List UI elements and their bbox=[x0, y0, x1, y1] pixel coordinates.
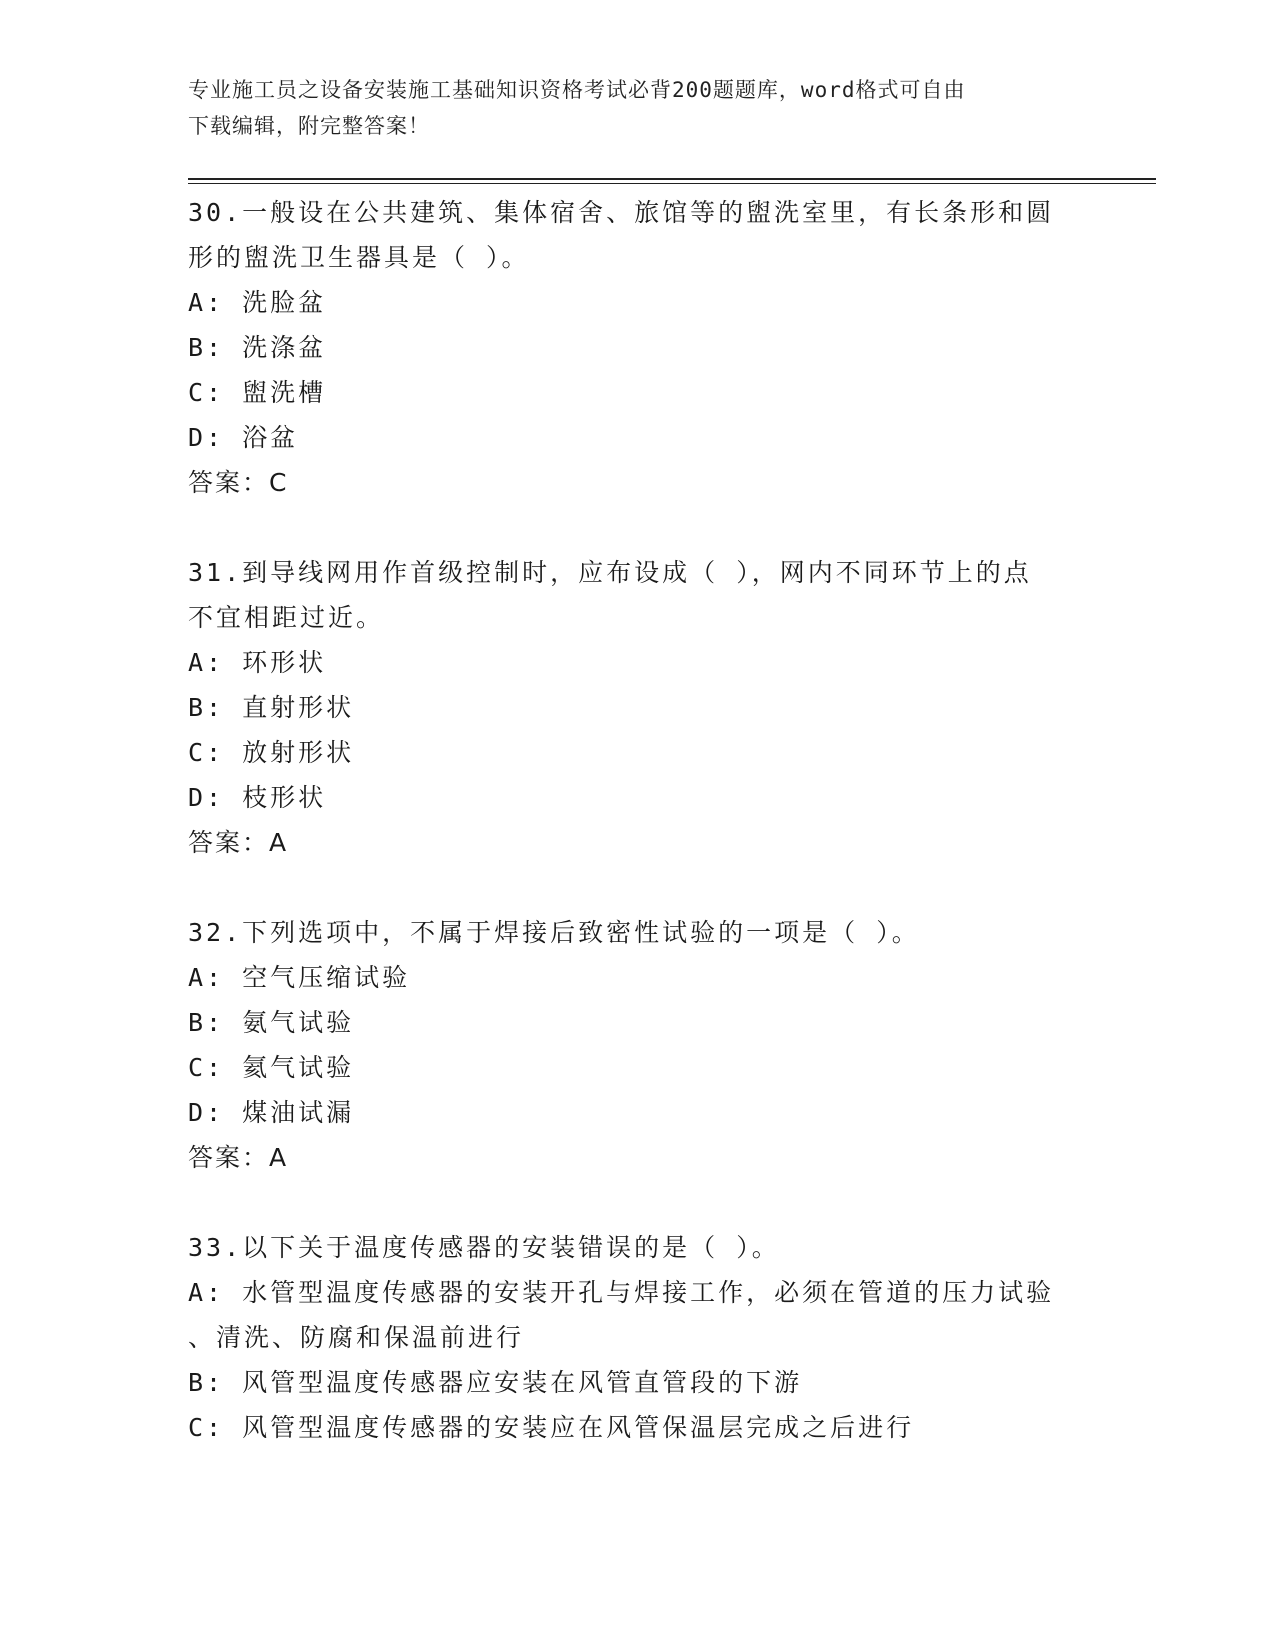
option-d: D: 枝形状 bbox=[188, 783, 327, 812]
option-a: A: 空气压缩试验 bbox=[188, 963, 411, 992]
option-c: C: 氦气试验 bbox=[188, 1053, 355, 1082]
question-33 bbox=[188, 1225, 1088, 1450]
option-a: A: 环形状 bbox=[188, 648, 327, 677]
header-divider-thick bbox=[188, 178, 1156, 180]
question-stem: 31.到导线网用作首级控制时，应布设成（ ），网内不同环节上的点 bbox=[188, 558, 1032, 587]
option-b: B: 风管型温度传感器应安装在风管直管段的下游 bbox=[188, 1368, 803, 1397]
document-header bbox=[188, 72, 1068, 144]
option-d: D: 浴盆 bbox=[188, 423, 299, 452]
option-c: C: 放射形状 bbox=[188, 738, 355, 767]
option-a-continued: 、清洗、防腐和保温前进行 bbox=[188, 1323, 525, 1352]
option-c: C: 盥洗槽 bbox=[188, 378, 327, 407]
option-a: A: 水管型温度传感器的安装开孔与焊接工作，必须在管道的压力试验 bbox=[188, 1278, 1055, 1307]
question-30 bbox=[188, 190, 1088, 505]
header-line-1: 专业施工员之设备安装施工基础知识资格考试必背200题题库，word格式可自由 bbox=[188, 78, 966, 102]
header-divider-thin bbox=[188, 183, 1156, 184]
question-31 bbox=[188, 550, 1088, 865]
option-b: B: 氨气试验 bbox=[188, 1008, 355, 1037]
option-a: A: 洗脸盆 bbox=[188, 288, 327, 317]
header-line-2: 下载编辑，附完整答案！ bbox=[188, 114, 430, 138]
answer-line: 答案：C bbox=[188, 468, 289, 497]
question-stem: 33.以下关于温度传感器的安装错误的是（ ）。 bbox=[188, 1233, 780, 1262]
option-b: B: 直射形状 bbox=[188, 693, 355, 722]
question-32 bbox=[188, 910, 1088, 1180]
answer-line: 答案：A bbox=[188, 1143, 289, 1172]
answer-line: 答案：A bbox=[188, 828, 289, 857]
option-c: C: 风管型温度传感器的安装应在风管保温层完成之后进行 bbox=[188, 1413, 915, 1442]
question-stem: 32.下列选项中，不属于焊接后致密性试验的一项是（ ）。 bbox=[188, 918, 920, 947]
question-list bbox=[188, 190, 1088, 1495]
question-stem-continued: 不宜相距过近。 bbox=[188, 603, 385, 632]
option-b: B: 洗涤盆 bbox=[188, 333, 327, 362]
question-stem: 30.一般设在公共建筑、集体宿舍、旅馆等的盥洗室里，有长条形和圆 bbox=[188, 198, 1055, 227]
question-stem-continued: 形的盥洗卫生器具是（ ）。 bbox=[188, 243, 530, 272]
option-d: D: 煤油试漏 bbox=[188, 1098, 355, 1127]
